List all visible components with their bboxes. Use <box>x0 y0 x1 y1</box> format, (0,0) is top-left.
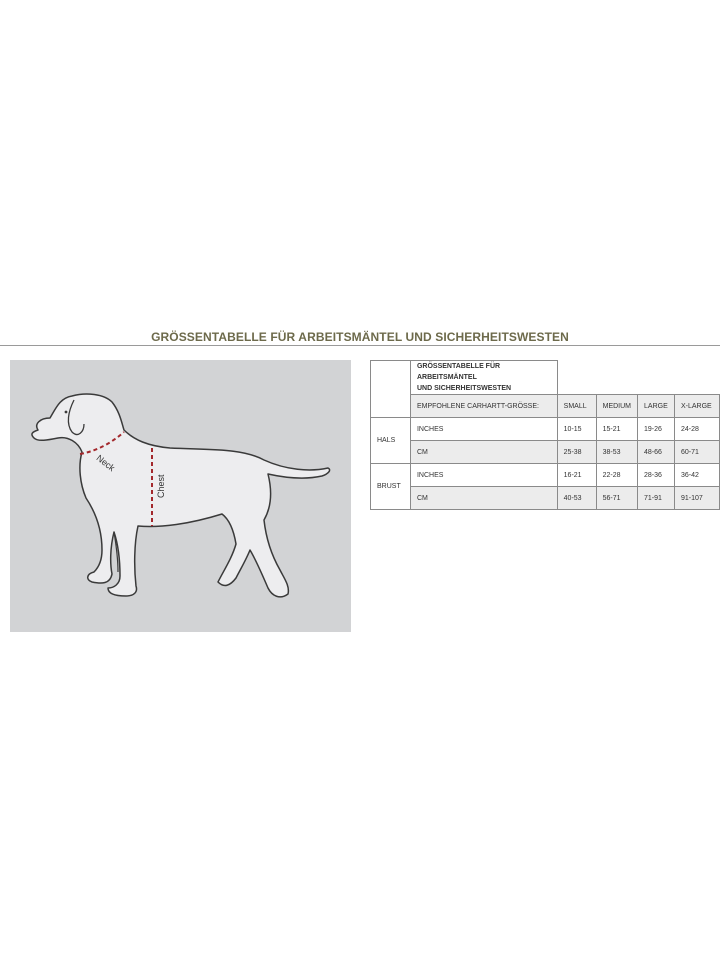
unit-cell: CM <box>410 487 557 510</box>
table-title <box>410 361 557 395</box>
table-title-line2: UND SICHERHEITSWESTEN <box>416 385 512 392</box>
value-cell: 16-21 <box>557 464 596 487</box>
size-header-small: SMALL <box>557 395 596 418</box>
dog-eye <box>65 411 68 414</box>
size-header-medium: MEDIUM <box>596 395 637 418</box>
value-cell: 38-53 <box>596 441 637 464</box>
unit-cell: INCHES <box>410 464 557 487</box>
value-cell: 15-21 <box>596 418 637 441</box>
table-row <box>371 487 720 510</box>
neck-label: Neck <box>94 452 117 474</box>
value-cell: 60-71 <box>675 441 720 464</box>
value-cell: 25-38 <box>557 441 596 464</box>
value-cell: 56-71 <box>596 487 637 510</box>
table-row <box>371 441 720 464</box>
unit-cell: INCHES <box>410 418 557 441</box>
dog-illustration <box>10 360 351 632</box>
value-cell: 10-15 <box>557 418 596 441</box>
table-header-row <box>371 395 720 418</box>
heading-divider <box>0 345 720 346</box>
value-cell: 24-28 <box>675 418 720 441</box>
value-cell: 71-91 <box>638 487 675 510</box>
corner-cell <box>371 361 411 418</box>
dog-silhouette <box>32 394 330 597</box>
dog-measurement-diagram <box>10 360 351 632</box>
page-heading: GRÖSSENTABELLE FÜR ARBEITSMÄNTEL UND SICHERHEITSWESTEN <box>151 330 569 344</box>
size-header-xlarge: X-LARGE <box>675 395 720 418</box>
value-cell: 91-107 <box>675 487 720 510</box>
value-cell: 28-36 <box>638 464 675 487</box>
group-label-hals: HALS <box>371 418 411 464</box>
recommended-size-label: EMPFOHLENE CARHARTT-GRÖSSE: <box>410 395 557 418</box>
value-cell: 36-42 <box>675 464 720 487</box>
unit-cell: CM <box>410 441 557 464</box>
group-label-brust: BRUST <box>371 464 411 510</box>
value-cell: 48-66 <box>638 441 675 464</box>
table-row <box>371 464 720 487</box>
size-header-large: LARGE <box>638 395 675 418</box>
value-cell: 22-28 <box>596 464 637 487</box>
table-title-line1: GRÖSSENTABELLE FÜR ARBEITSMÄNTEL <box>416 363 501 381</box>
value-cell: 19-26 <box>638 418 675 441</box>
table-title-row <box>371 361 720 395</box>
size-chart-table <box>370 360 720 510</box>
chest-label: Chest <box>156 474 166 498</box>
table-row <box>371 418 720 441</box>
title-spacer <box>557 361 719 395</box>
value-cell: 40-53 <box>557 487 596 510</box>
